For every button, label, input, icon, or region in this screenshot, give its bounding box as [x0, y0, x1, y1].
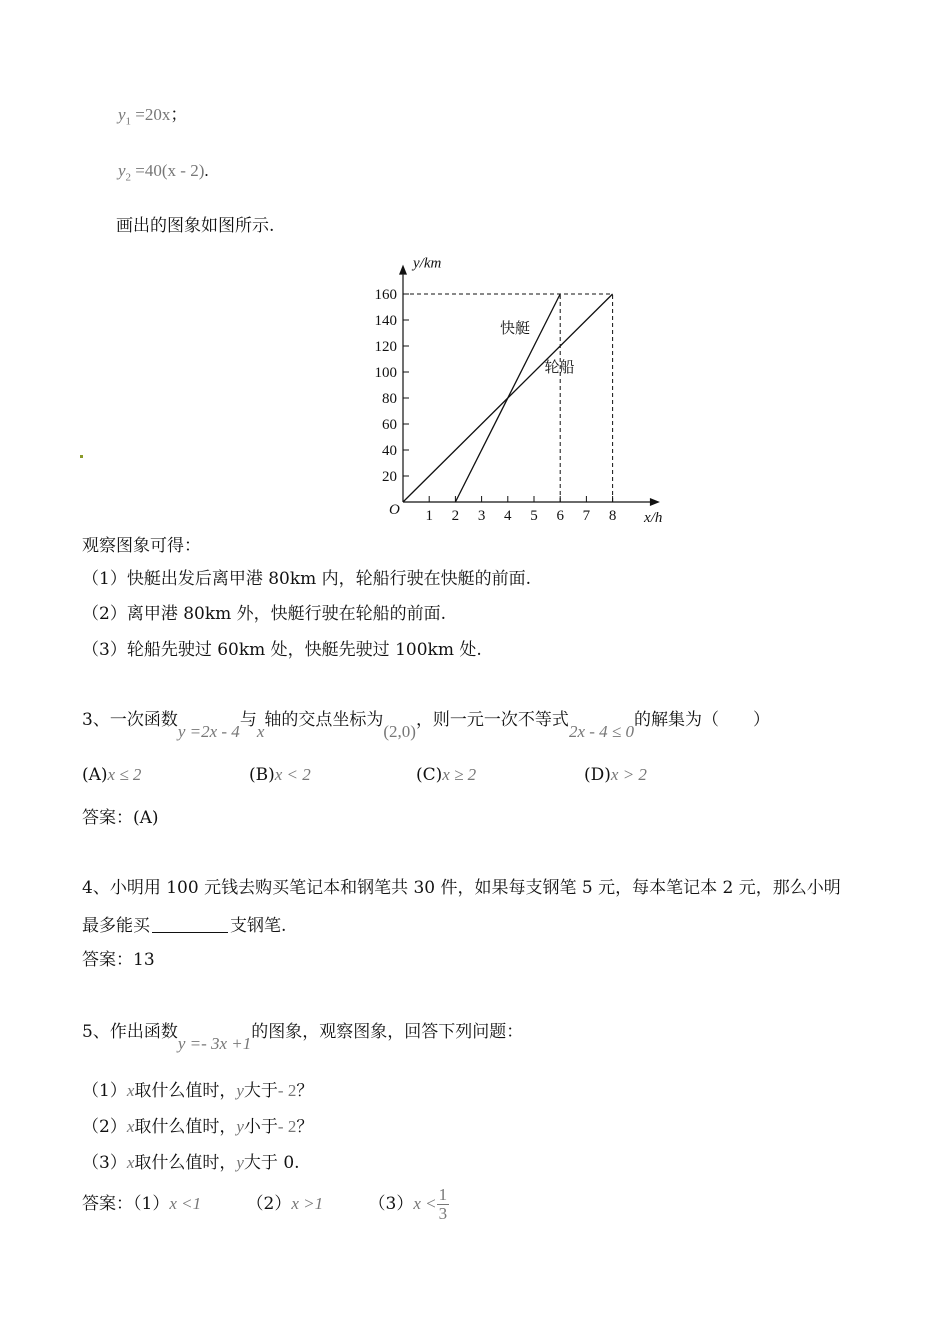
y-tick-label: 40 — [382, 443, 397, 459]
y-axis-arrow — [399, 265, 407, 275]
series-label-speedboat: 快艇 — [499, 321, 530, 337]
option-a: (A)x ≤ 2 — [82, 765, 142, 785]
distance-time-chart — [370, 240, 670, 530]
question-3: 3、一次函数y =2x - 4与x轴的交点坐标为(2,0)，则一元一次不等式2x - 4 ≤ 0的解集为（ ） — [82, 710, 770, 741]
option-b: (B)x < 2 — [249, 765, 311, 785]
x-tick-label: 6 — [556, 508, 564, 524]
x-tick-label: 7 — [582, 508, 591, 524]
y-axis-label: y/km — [413, 255, 442, 272]
y-tick-label: 120 — [374, 339, 397, 355]
option-d: (D)x > 2 — [584, 765, 647, 785]
q5-item: （1）x取什么值时，y大于- 2？ — [82, 1081, 314, 1101]
x-tick-label: 3 — [477, 508, 486, 524]
answer-q4: 答案：13 — [82, 950, 155, 970]
q5-item: （3）x取什么值时，y大于 0. — [82, 1153, 300, 1173]
series-label-ship: 轮船 — [544, 360, 575, 376]
y-tick-label: 20 — [382, 469, 397, 485]
question-4-line1: 4、小明用 100 元钱去购买笔记本和钢笔共 30 件，如果每支钢笔 5 元，每本笔记本 2 元，那么小明 — [82, 878, 841, 898]
y-tick-label: 160 — [374, 287, 397, 303]
x-axis-arrow — [650, 498, 660, 506]
x-tick-label: 1 — [425, 508, 433, 524]
equation-y1: $y_1 =20x$； — [118, 105, 188, 128]
y-tick-label: 60 — [382, 417, 397, 433]
equation-y2: $y_2 =40(x - 2)$. — [118, 161, 209, 184]
answer-q5: 答案：（1）x <1 （2）x >1 （3）x < $\frac{1}{3}$ — [82, 1185, 448, 1223]
y-tick-label: 80 — [382, 391, 397, 407]
x-tick-label: 5 — [530, 508, 538, 524]
observations-heading: 观察图象可得： — [82, 536, 201, 556]
x-tick-label: 4 — [504, 508, 512, 524]
observation-item: （3）轮船先驶过 60km 处，快艇先驶过 100km 处. — [82, 640, 482, 660]
origin-label: O — [389, 502, 400, 518]
x-axis-label: x/h — [644, 510, 663, 526]
observation-item: （2）离甲港 80km 外，快艇行驶在轮船的前面. — [82, 604, 447, 624]
answer-q3: 答案：(A) — [82, 808, 159, 828]
y-tick-label: 100 — [374, 365, 397, 381]
intro-text: 画出的图象如图所示. — [116, 216, 275, 236]
question-4-line2: 最多能买 支钢笔. — [82, 916, 287, 936]
answer-blank — [152, 915, 228, 933]
option-c: (C)x ≥ 2 — [416, 765, 477, 785]
observation-item: （1）快艇出发后离甲港 80km 内，轮船行驶在快艇的前面. — [82, 569, 532, 589]
q5-item: （2）x取什么值时，y小于- 2？ — [82, 1117, 314, 1137]
stray-dot — [80, 455, 83, 458]
y-tick-label: 140 — [374, 313, 397, 329]
question-5: 5、作出函数y =- 3x +1的图象，观察图象，回答下列问题： — [82, 1022, 524, 1053]
x-tick-label: 8 — [608, 508, 617, 524]
x-tick-label: 2 — [451, 508, 460, 524]
